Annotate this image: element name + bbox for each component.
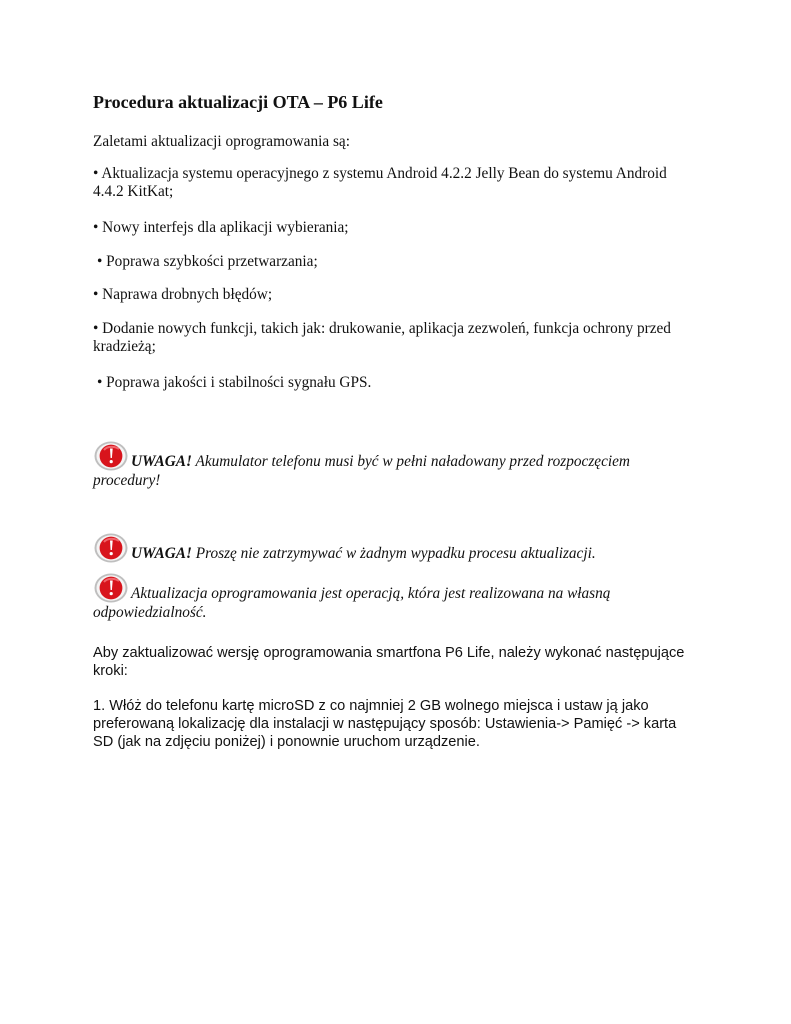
- warning-no-interrupt-text: Proszę nie zatrzymywać w żadnym wypadku procesu aktualizacji.: [191, 545, 596, 562]
- bullet-dialer-interface: • Nowy interfejs dla aplikacji wybierania;: [93, 219, 349, 236]
- bullet-bug-fixes: • Naprawa drobnych błędów;: [93, 286, 273, 303]
- steps-intro: Aby zaktualizować wersję oprogramowania smartfona P6 Life, należy wykonać następujące kroki:: [93, 645, 685, 679]
- exclamation-warning-icon: [93, 572, 129, 604]
- exclamation-warning-icon: [93, 440, 129, 472]
- warning-battery: [93, 440, 663, 490]
- step-1: 1. Włóż do telefonu kartę microSD z co najmniej 2 GB wolnego miejsca i ustaw ją jako preferowaną lokalizację dla instalacji w następujący sposób: Ustawienia-> Pamięć -> karta SD (jak na zdjęciu poniżej) i ponownie uruchom urządzenie.: [93, 698, 677, 750]
- warning-battery-text: Akumulator telefonu musi być w pełni naładowany przed rozpoczęciem procedury!: [93, 453, 630, 489]
- warning-no-interrupt-label: UWAGA!: [131, 545, 192, 562]
- intro-text: Zaletami aktualizacji oprogramowania są:: [93, 133, 350, 150]
- bullet-gps: • Poprawa jakości i stabilności sygnału GPS.: [97, 374, 372, 391]
- bullet-processing-speed: • Poprawa szybkości przetwarzania;: [97, 253, 318, 270]
- bullet-android-update: • Aktualizacja systemu operacyjnego z systemu Android 4.2.2 Jelly Bean do systemu Android 4.4.2 KitKat;: [93, 165, 667, 200]
- warning-own-risk: [93, 572, 653, 622]
- exclamation-warning-icon: [93, 532, 129, 564]
- document-title: Procedura aktualizacji OTA – P6 Life: [93, 92, 383, 112]
- warning-no-interrupt: [93, 532, 693, 564]
- bullet-new-features: • Dodanie nowych funkcji, takich jak: drukowanie, aplikacja zezwoleń, funkcja ochrony przed kradzieżą;: [93, 320, 671, 355]
- warning-own-risk-text: Aktualizacja oprogramowania jest operacją, która jest realizowana na własną odpowiedzialność.: [93, 585, 611, 621]
- warning-battery-label: UWAGA!: [131, 453, 192, 470]
